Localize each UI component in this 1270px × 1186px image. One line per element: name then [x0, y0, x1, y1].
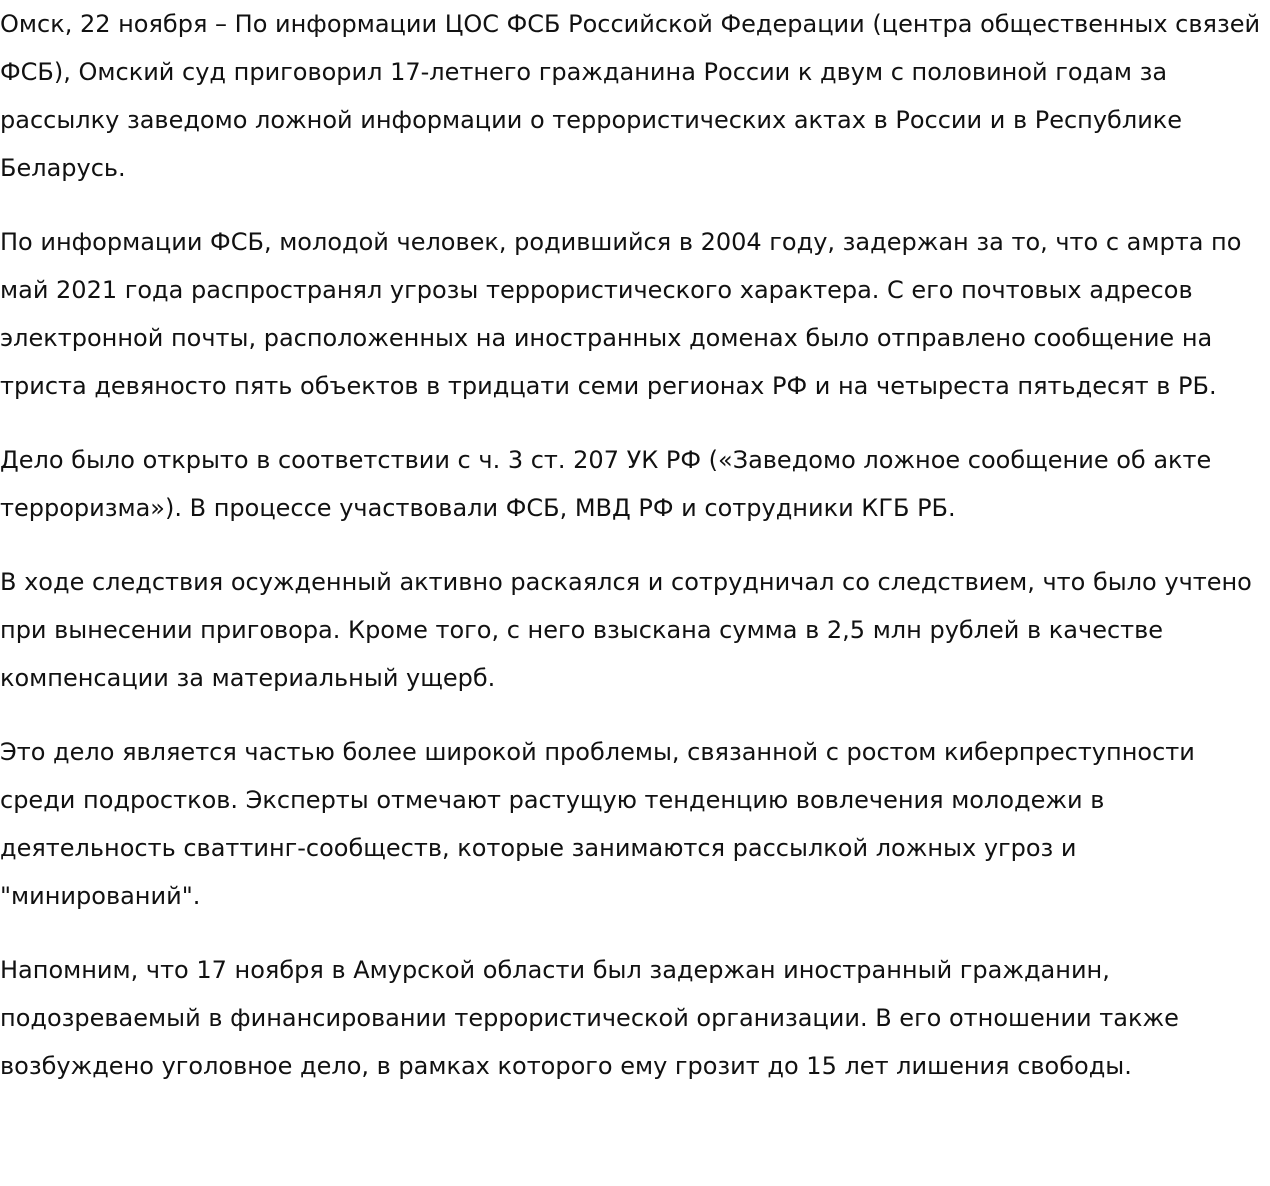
- paragraph-intro: Омск, 22 ноября – По информации ЦОС ФСБ Российской Федерации (центра общественных связей ФСБ), Омский суд приговорил 17-летнего гражданина России к двум с половиной годам за рассылку заведомо ложной информации о террористических актах в России и в Республике Беларусь.: [0, 10, 1261, 182]
- paragraph-related: Напомним, что 17 ноября в Амурской области был задержан иностранный гражданин, подозреваемый в финансировании террористической организации. В его отношении также возбуждено уголовное дело, в рамках которого ему грозит до 15 лет лишения свободы.: [0, 956, 1179, 1080]
- paragraph-context: Это дело является частью более широкой проблемы, связанной с ростом киберпреступности среди подростков. Эксперты отмечают растущую тенденцию вовлечения молодежи в деятельность сваттинг-сообществ, которые занимаются рассылкой ложных угроз и "минирований".: [0, 738, 1195, 910]
- paragraph-investigation: В ходе следствия осужденный активно раскаялся и сотрудничал со следствием, что было учтено при вынесении приговора. Кроме того, с него взыскана сумма в 2,5 млн рублей в качестве компенсации за материальный ущерб.: [0, 568, 1252, 692]
- paragraph-case: Дело было открыто в соответствии с ч. 3 ст. 207 УК РФ («Заведомо ложное сообщение об акте терроризма»). В процессе участвовали ФСБ, МВД РФ и сотрудники КГБ РБ.: [0, 446, 1212, 522]
- paragraph-details: По информации ФСБ, молодой человек, родившийся в 2004 году, задержан за то, что с амрта по май 2021 года распространял угрозы террористического характера. С его почтовых адресов электронной почты, расположенных на иностранных доменах было отправлено сообщение на триста девяносто пять объектов в тридцати семи регионах РФ и на четыреста пятьдесят в РБ.: [0, 228, 1242, 400]
